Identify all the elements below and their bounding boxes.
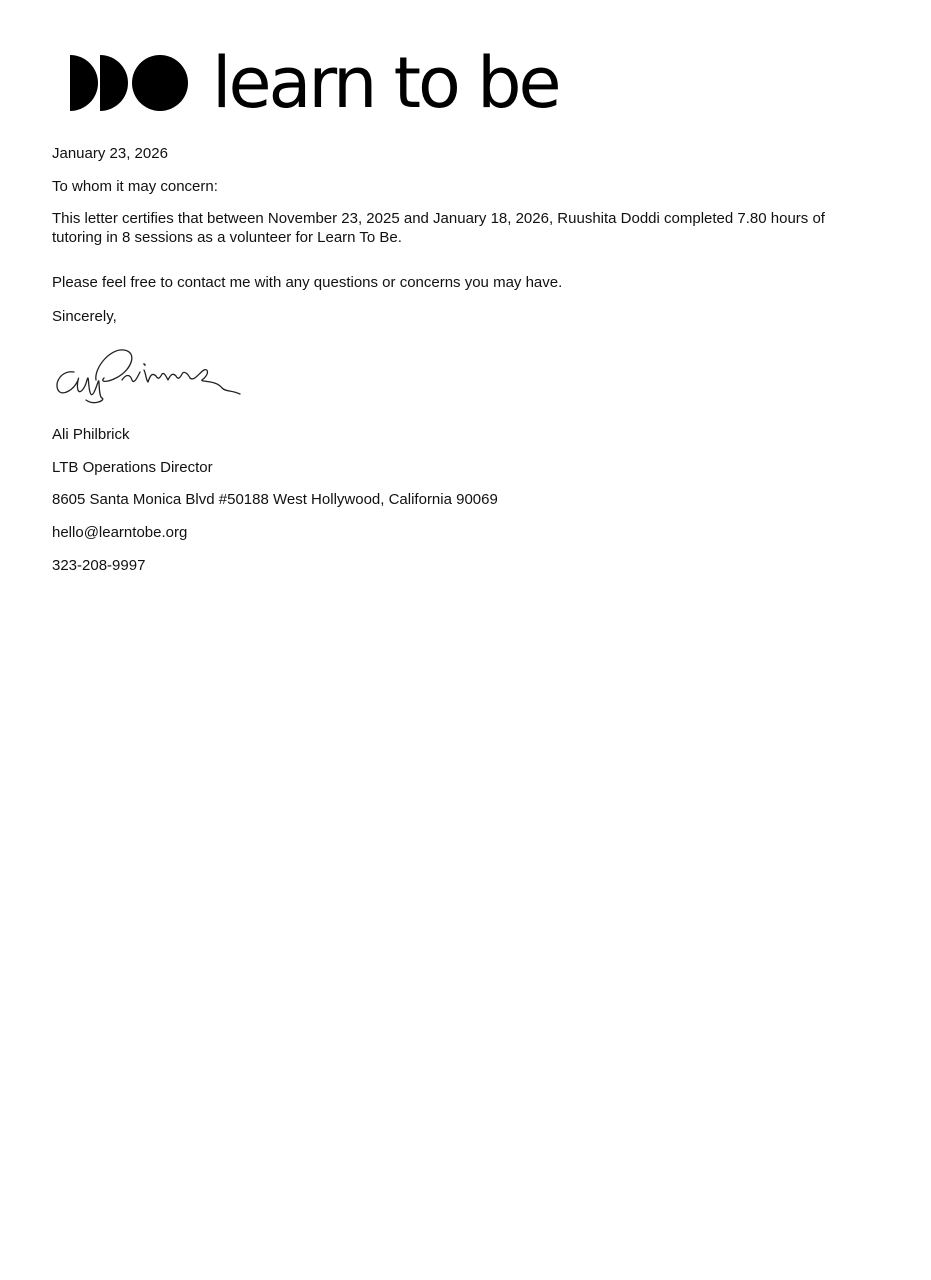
logo-mark-icon (68, 54, 190, 112)
signatory-email: hello@learntobe.org (52, 524, 188, 541)
signatory-title: LTB Operations Director (52, 459, 213, 476)
certification-paragraph: This letter certifies that between November 23, 2025 and January 18, 2026, Ruushita Doddi completed 7.80 hours of tutoring in 8 sessions as a volunteer for Learn To Be. (52, 210, 825, 246)
contact-note: Please feel free to contact me with any questions or concerns you may have. (52, 274, 563, 291)
signatory-phone: 323-208-9997 (52, 557, 146, 574)
closing: Sincerely, (52, 308, 117, 325)
letterhead (68, 42, 559, 124)
signatory-address: 8605 Santa Monica Blvd #50188 West Hollywood, California 90069 (52, 491, 498, 508)
handwritten-signature (52, 340, 242, 412)
salutation: To whom it may concern: (52, 178, 218, 195)
signature-icon (52, 340, 242, 412)
letter-date: January 23, 2026 (52, 145, 168, 162)
signatory-name: Ali Philbrick (52, 426, 130, 443)
brand-wordmark: learn to be (212, 42, 559, 124)
